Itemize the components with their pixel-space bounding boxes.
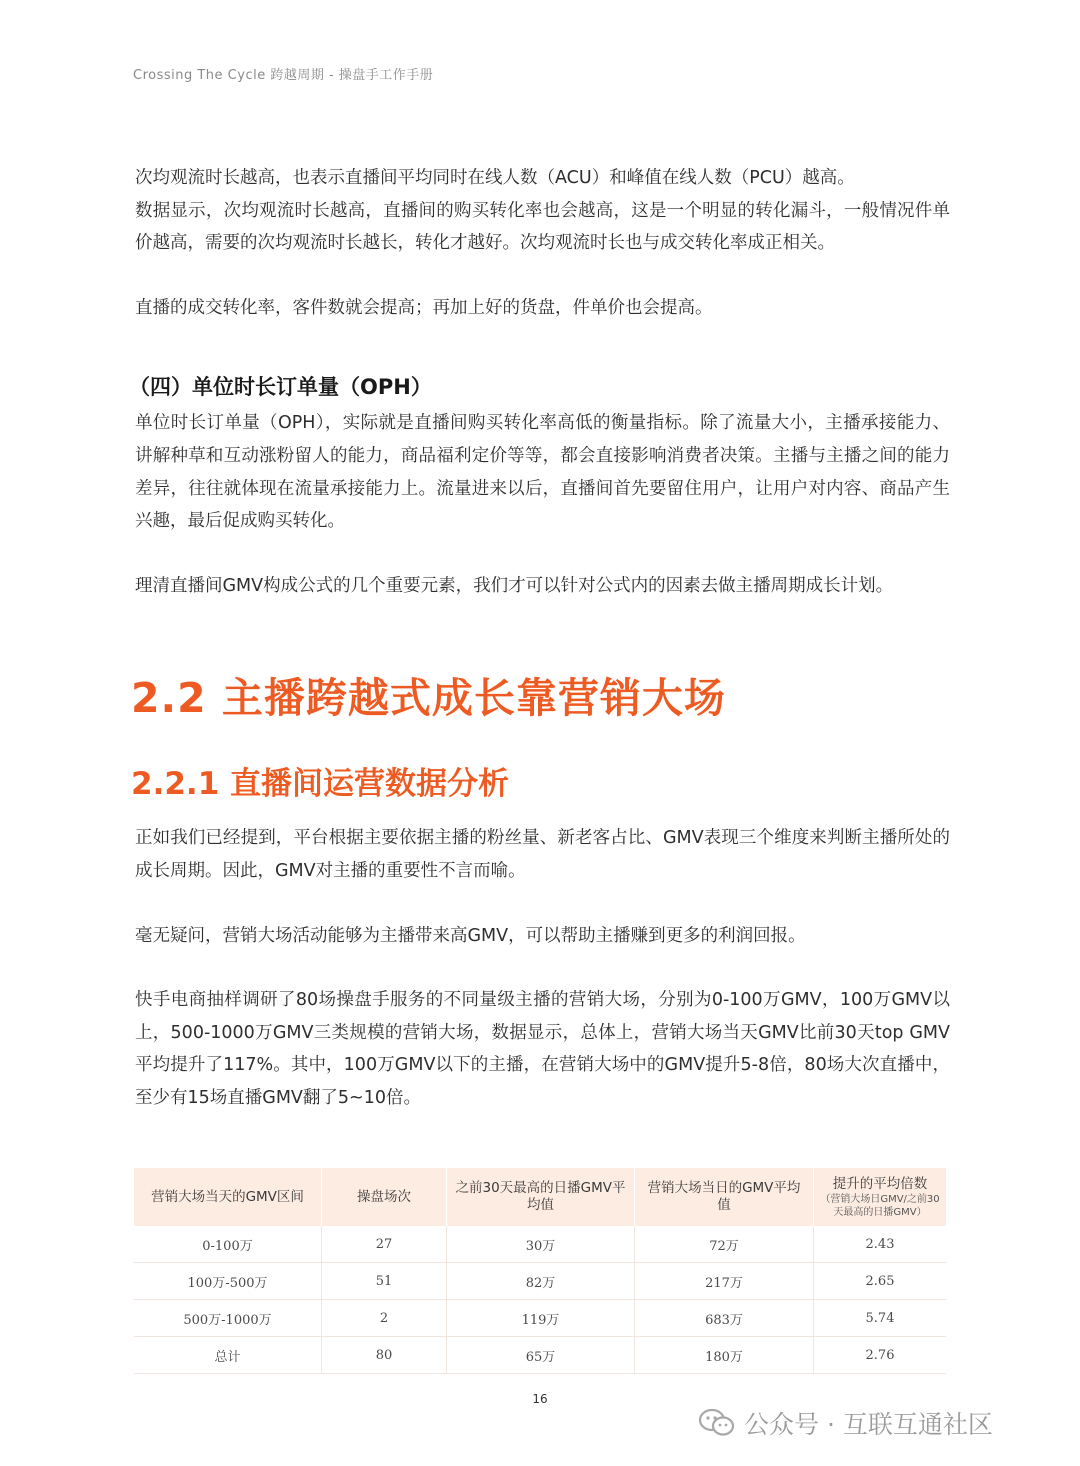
table-cell: 180万 bbox=[635, 1337, 814, 1374]
paragraph: 正如我们已经提到，平台根据主要依据主播的粉丝量、新老客占比、GMV表现三个维度来判断主播所处的成长周期。因此，GMV对主播的重要性不言而喻。 bbox=[135, 828, 950, 881]
table-cell: 100万-500万 bbox=[134, 1263, 322, 1300]
section-title: 2.2 主播跨越式成长靠营销大场 bbox=[131, 674, 726, 723]
table-row bbox=[134, 1300, 946, 1337]
column-header bbox=[814, 1168, 947, 1226]
table-cell: 217万 bbox=[635, 1263, 814, 1300]
wechat-icon bbox=[698, 1408, 736, 1438]
table-row bbox=[134, 1337, 946, 1374]
subsection-title: 2.2.1 直播间运营数据分析 bbox=[131, 766, 510, 803]
paragraph: 次均观流时长越高，也表示直播间平均同时在线人数（ACU）和峰值在线人数（PCU）越高。 数据显示，次均观流时长越高，直播间的购买转化率也会越高，这是一个明显的转化漏斗，一般情况件单价越高，需要的次均观流时长越长，转化才越好。次均观流时长也与成交转化率成正相关。 bbox=[135, 168, 950, 254]
table-cell: 500万-1000万 bbox=[134, 1300, 322, 1337]
table-cell: 51 bbox=[322, 1263, 447, 1300]
column-header-label: 提升的平均倍数 bbox=[832, 1175, 928, 1192]
column-header: 营销大场当天的GMV区间 bbox=[134, 1168, 322, 1226]
table-cell: 119万 bbox=[447, 1300, 635, 1337]
table-cell: 683万 bbox=[635, 1300, 814, 1337]
table-cell: 2.65 bbox=[814, 1263, 947, 1300]
table-cell: 2.43 bbox=[814, 1226, 947, 1263]
running-header: Crossing The Cycle 跨越周期 - 操盘手工作手册 bbox=[133, 68, 434, 83]
column-header: 之前30天最高的日播GMV平均值 bbox=[447, 1168, 635, 1226]
table-cell: 80 bbox=[322, 1337, 447, 1374]
table-row bbox=[134, 1263, 946, 1300]
table-cell: 5.74 bbox=[814, 1300, 947, 1337]
table-header-row bbox=[134, 1168, 946, 1226]
table-row bbox=[134, 1226, 946, 1263]
table-cell: 72万 bbox=[635, 1226, 814, 1263]
page-content bbox=[129, 162, 950, 1115]
table-cell: 82万 bbox=[447, 1263, 635, 1300]
table-cell: 27 bbox=[322, 1226, 447, 1263]
column-header-note: （营销大场日GMV/之前30天最高的日播GMV） bbox=[820, 1193, 940, 1218]
watermark bbox=[698, 1403, 993, 1443]
paragraph: 理清直播间GMV构成公式的几个重要元素，我们才可以针对公式内的因素去做主播周期成长计划。 bbox=[135, 575, 894, 596]
table-cell: 总计 bbox=[134, 1337, 322, 1374]
table-cell: 65万 bbox=[447, 1337, 635, 1374]
column-header: 营销大场当日的GMV平均值 bbox=[635, 1168, 814, 1226]
table-cell: 30万 bbox=[447, 1226, 635, 1263]
page-number: 16 bbox=[532, 1392, 548, 1406]
table-cell: 0-100万 bbox=[134, 1226, 322, 1263]
oph-heading: （四）单位时长订单量（OPH） bbox=[129, 375, 432, 400]
table-cell: 2.76 bbox=[814, 1337, 947, 1374]
paragraph: 单位时长订单量（OPH），实际就是直播间购买转化率高低的衡量指标。除了流量大小，主播承接能力、讲解种草和互动涨粉留人的能力，商品福利定价等等，都会直接影响消费者决策。主播与主播之间的能力差异，往往就体现在流量承接能力上。流量进来以后，直播间首先要留住用户，让用户对内容、商品产生兴趣，最后促成购买转化。 bbox=[135, 413, 950, 532]
paragraph: 直播的成交转化率，客件数就会提高；再加上好的货盘，件单价也会提高。 bbox=[135, 297, 713, 318]
column-header: 操盘场次 bbox=[322, 1168, 447, 1226]
table-cell: 2 bbox=[322, 1300, 447, 1337]
gmv-comparison-table bbox=[134, 1168, 946, 1374]
watermark-text: 公众号 · 互联互通社区 bbox=[744, 1410, 993, 1439]
paragraph: 毫无疑问，营销大场活动能够为主播带来高GMV，可以帮助主播赚到更多的利润回报。 bbox=[135, 925, 806, 946]
paragraph: 快手电商抽样调研了80场操盘手服务的不同量级主播的营销大场，分别为0-100万GMV，100万GMV以上，500-1000万GMV三类规模的营销大场，数据显示，总体上，营销大场当天GMV比前30天top GMV平均提升了117%。其中，100万GMV以下的主播，在营销大场中的GMV提升5-8倍，80场大次直播中，至少有15场直播GMV翻了5~10倍。 bbox=[135, 990, 950, 1108]
